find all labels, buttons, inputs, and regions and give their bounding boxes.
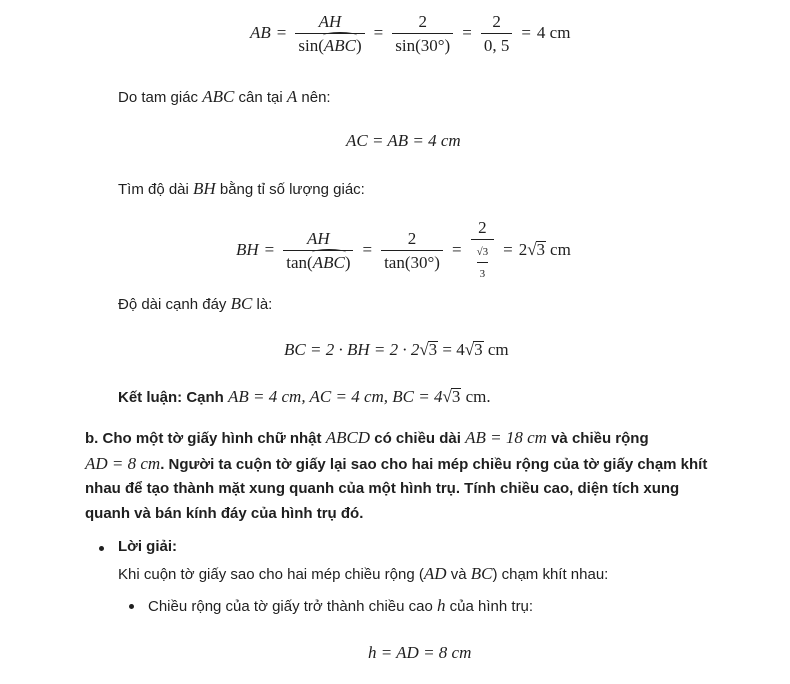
part-b-line-1 <box>85 428 649 448</box>
unit: cm <box>550 239 571 259</box>
math-var: BH <box>193 179 216 198</box>
math-expression: AD = 8 cm <box>85 454 161 473</box>
angle-arc: ABC <box>323 36 356 55</box>
text: b. Cho một tờ giấy hình chữ nhật <box>85 430 326 447</box>
unit: cm. <box>461 387 491 406</box>
equation-ac: AC = AB = 4 cm <box>346 131 461 150</box>
eq-lhs: AB <box>250 22 271 42</box>
math-var: BC <box>230 294 253 313</box>
fraction-ah-sin <box>295 12 364 56</box>
math-expression: AB = 4 cm, AC = 4 cm, BC = 4 <box>228 387 443 406</box>
radicand: 3 <box>474 340 483 359</box>
angle-arc: ABC <box>312 253 345 272</box>
text: Tìm độ dài <box>118 181 194 198</box>
text: Khi cuộn tờ giấy sao cho hai mép chiều rộng ( <box>118 566 424 583</box>
math-var: BC <box>470 564 493 583</box>
radicand: 3 <box>451 387 461 406</box>
sqrt-icon: √ <box>464 340 475 359</box>
text: cân tại <box>234 89 287 106</box>
text: của hình trụ: <box>445 598 534 615</box>
text: nên: <box>297 89 331 106</box>
text: và <box>446 566 471 583</box>
fraction-ah-tan <box>283 229 353 273</box>
math-var: ABC <box>202 87 235 106</box>
fraction-numerator: AH <box>318 12 342 31</box>
equation-h: h = AD = 8 cm <box>368 643 472 662</box>
sqrt-icon: √ <box>419 340 429 359</box>
radicand: 3 <box>536 239 546 259</box>
equation-ab: AB = $\frac{AH}{\text{sin(ABC)}}$ = $\frac{2}{\sin(30^\circ)}$ = $\frac{2}{0, 5}$ = 4 cm <box>250 12 571 55</box>
expression: BC = 2 · BH = 2 · 2 <box>284 340 420 359</box>
text: có chiều dài <box>370 430 466 447</box>
bullet-icon <box>99 546 104 551</box>
fraction-2-tan30 <box>381 229 443 273</box>
math-var: ABCD <box>325 428 371 447</box>
fraction-2-sqrt3-3 <box>471 218 495 284</box>
fraction-numerator: 2 <box>407 229 417 248</box>
math-expression: AB = 18 cm <box>465 428 547 447</box>
paren: ) <box>344 253 351 272</box>
fraction-denominator: sin( <box>298 36 324 55</box>
text: và chiều rộng <box>546 430 649 447</box>
eq-rhs: 4 cm <box>536 22 571 42</box>
part-b-line-2 <box>85 454 707 474</box>
text: . Người ta cuộn tờ giấy lại sao cho hai mép chiều rộng của tờ giấy chạm khít <box>160 456 708 473</box>
equation-bh: BH = $\frac{AH}{\text{tan(ABC)}}$ = $\frac{2}{\tan(30^\circ)}$ = $\frac{2}{\frac{√3}{3}}$ = 2√3 cm <box>236 218 571 284</box>
text: bằng tỉ số lượng giác: <box>215 181 365 198</box>
math-var: h <box>437 596 446 615</box>
solution-line <box>118 564 608 584</box>
sub-bullet-height <box>148 596 533 616</box>
fraction-numerator: 2 <box>492 12 501 31</box>
solution-label: Lời giải: <box>118 538 177 555</box>
fraction-denominator: tan(30°) <box>381 250 443 273</box>
coefficient: 2 <box>518 239 528 259</box>
math-var: A <box>286 87 298 106</box>
math-var: AD <box>423 564 447 583</box>
eq-lhs: BH <box>236 239 259 259</box>
paragraph-find-bh <box>118 179 365 199</box>
paren: ) <box>355 36 362 55</box>
fraction-numerator: 2 <box>478 218 487 237</box>
text: ) chạm khít nhau: <box>492 566 609 583</box>
bullet-icon <box>129 604 134 609</box>
unit: cm <box>483 340 509 359</box>
conclusion-label: Kết luận: Cạnh <box>118 389 229 406</box>
paragraph-bc <box>118 294 272 314</box>
text: Độ dài cạnh đáy <box>118 296 231 313</box>
part-b-line-3: nhau để tạo thành mặt xung quanh của một hình trụ. Tính chiều cao, diện tích xung <box>85 480 680 497</box>
fraction-denominator: sin(30°) <box>392 33 453 56</box>
text: là: <box>252 296 273 313</box>
small-fraction <box>477 242 489 284</box>
small-denominator: 3 <box>477 262 489 284</box>
expression: = 4 <box>438 340 465 359</box>
fraction-numerator: AH <box>307 229 330 248</box>
radicand: 3 <box>428 340 438 359</box>
conclusion <box>118 387 491 407</box>
small-numerator: √3 <box>476 246 489 258</box>
sqrt-icon: √ <box>442 387 452 406</box>
sqrt-icon: √ <box>527 239 537 259</box>
part-b-line-4: quanh và bán kính đáy của hình trụ đó. <box>85 505 364 522</box>
paragraph-isosceles <box>118 87 331 107</box>
text: Chiều rộng của tờ giấy trở thành chiều cao <box>148 598 438 615</box>
fraction-numerator: 2 <box>418 12 427 31</box>
equation-bc <box>284 340 509 360</box>
fraction-denominator: 0, 5 <box>481 33 513 56</box>
fraction-2-05 <box>481 12 513 56</box>
fraction-denominator: tan( <box>286 253 313 272</box>
text: Do tam giác <box>118 89 203 106</box>
fraction-2-sin30 <box>392 12 453 56</box>
